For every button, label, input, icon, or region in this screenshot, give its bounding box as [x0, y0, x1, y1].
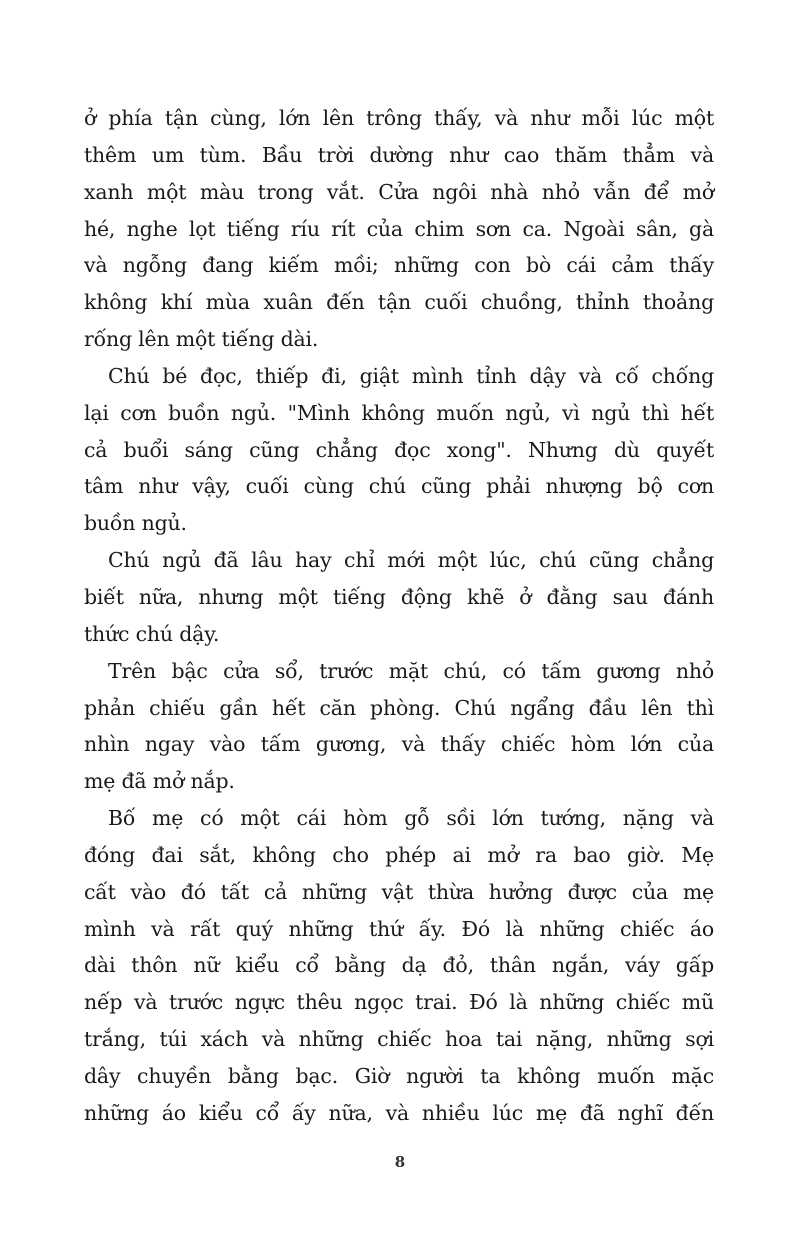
text-line: ở phía tận cùng, lớn lên trông thấy, và như mỗi lúc một	[84, 106, 714, 130]
text-line: Trên bậc cửa sổ, trước mặt chú, có tấm gương nhỏ	[108, 658, 714, 683]
text-line: những áo kiểu cổ ấy nữa, và nhiều lúc mẹ đã nghĩ đến	[84, 1100, 714, 1125]
paragraph-4	[84, 653, 714, 800]
text-line: xanh một màu trong vắt. Cửa ngôi nhà nhỏ vẫn để mở	[84, 179, 714, 204]
text-line: nhìn ngay vào tấm gương, và thấy chiếc hòm lớn của	[84, 732, 714, 757]
text-line: buồn ngủ.	[84, 511, 187, 536]
text-line: Chú bé đọc, thiếp đi, giật mình tỉnh dậy và cố chống	[108, 363, 714, 388]
paragraph-1	[84, 100, 714, 358]
page-number: 8	[394, 1153, 406, 1171]
paragraph-2	[84, 358, 714, 542]
book-page-text	[84, 100, 714, 1132]
text-line: thức chú dậy.	[84, 621, 220, 646]
text-line: trắng, túi xách và những chiếc hoa tai nặng, những sợi	[84, 1027, 714, 1052]
text-line: biết nữa, nhưng một tiếng động khẽ ở đằng sau đánh	[84, 584, 714, 609]
text-line: lại cơn buồn ngủ. "Mình không muốn ngủ, vì ngủ thì hết	[84, 400, 714, 425]
text-line: cả buổi sáng cũng chẳng đọc xong". Nhưng dù quyết	[84, 437, 714, 462]
text-line: Bố mẹ có một cái hòm gỗ sồi lớn tướng, nặng và	[108, 806, 714, 831]
text-line: tâm như vậy, cuối cùng chú cũng phải nhượng bộ cơn	[84, 474, 714, 499]
text-line: đóng đai sắt, không cho phép ai mở ra bao giờ. Mẹ	[84, 842, 714, 867]
text-line: cất vào đó tất cả những vật thừa hưởng được của mẹ	[84, 879, 714, 904]
text-line: nếp và trước ngực thêu ngọc trai. Đó là những chiếc mũ	[84, 990, 714, 1015]
paragraph-3	[84, 542, 714, 653]
text-line: phản chiếu gần hết căn phòng. Chú ngẩng đầu lên thì	[84, 695, 714, 720]
text-line: Chú ngủ đã lâu hay chỉ mới một lúc, chú cũng chẳng	[108, 548, 714, 573]
text-line: dây chuyền bằng bạc. Giờ người ta không muốn mặc	[84, 1063, 714, 1088]
text-line: và ngỗng đang kiếm mồi; những con bò cái cảm thấy	[84, 253, 714, 278]
text-line: hé, nghe lọt tiếng ríu rít của chim sơn ca. Ngoài sân, gà	[84, 216, 714, 241]
text-line: không khí mùa xuân đến tận cuối chuồng, thỉnh thoảng	[84, 290, 714, 315]
text-line: rống lên một tiếng dài.	[84, 327, 319, 352]
text-line: thêm um tùm. Bầu trời dường như cao thăm thẳm và	[84, 142, 714, 167]
text-line: dài thôn nữ kiểu cổ bằng dạ đỏ, thân ngắn, váy gấp	[84, 953, 714, 978]
text-line: mình và rất quý những thứ ấy. Đó là những chiếc áo	[84, 916, 714, 941]
text-line: mẹ đã mở nắp.	[84, 769, 235, 794]
paragraph-5	[84, 800, 714, 1132]
